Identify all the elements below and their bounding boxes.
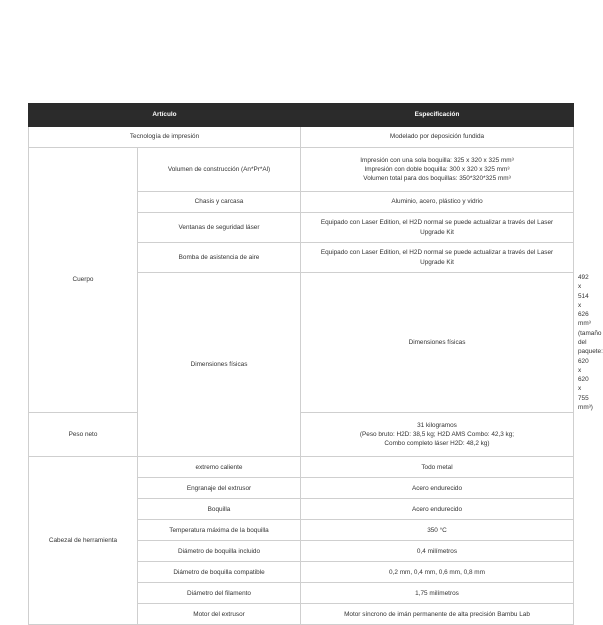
value-line: Impresión con una sola boquilla: 325 x 320 x 325 mm³ (360, 156, 514, 164)
value-line: Volumen total para dos boquillas: 350*320*325 mm³ (363, 175, 511, 183)
row-label: Motor del extrusor (138, 604, 301, 625)
table-row: Dimensiones físicas Dimensiones físicas 492 x 514 x 626 mm³ (tamaño del paquete: 620 x 620 x 755 mm³) (29, 273, 574, 413)
row-label: Boquilla (138, 499, 301, 520)
row-value: Modelado por deposición fundida (301, 127, 574, 148)
row-label: extremo caliente (138, 457, 301, 478)
row-value: 0,2 mm, 0,4 mm, 0,6 mm, 0,8 mm (301, 562, 574, 583)
group-label-cuerpo: Cuerpo (29, 148, 138, 413)
value-line: Upgrade Kit (420, 228, 454, 236)
spec-table (28, 103, 603, 625)
group-label-cabezal: Cabezal de herramienta (29, 457, 138, 625)
row-value (301, 148, 574, 192)
row-value: Motor síncrono de imán permanente de alta precisión Bambu Lab (301, 604, 574, 625)
row-value: 350 °C (301, 520, 574, 541)
row-label: Volumen de construcción (An*Pr*Al) (138, 148, 301, 192)
row-value (301, 243, 574, 273)
row-label: Diámetro del filamento (138, 583, 301, 604)
row-label: Ventanas de seguridad láser (138, 213, 301, 243)
value-line: Combo completo láser H2D: 48,2 kg) (384, 440, 490, 448)
row-label: Peso neto (29, 413, 138, 457)
group-label-dimensiones: Dimensiones físicas (138, 273, 301, 457)
row-label: Diámetro de boquilla incluido (138, 541, 301, 562)
row-value: Acero endurecido (301, 478, 574, 499)
header-articulo: Artículo (29, 104, 301, 127)
row-value (301, 413, 574, 457)
table-row (29, 457, 574, 478)
row-label: Dimensiones físicas (301, 273, 574, 413)
row-value: Acero endurecido (301, 499, 574, 520)
row-label: Diámetro de boquilla compatible (138, 562, 301, 583)
row-label: Tecnología de impresión (29, 127, 301, 148)
row-value: 1,75 milímetros (301, 583, 574, 604)
value-line: (Peso bruto: H2D: 38,5 kg; H2D AMS Combo: 42,3 kg; (359, 431, 515, 439)
header-row (29, 104, 574, 127)
row-value (301, 213, 574, 243)
row-label: Chasis y carcasa (138, 192, 301, 213)
row-label: Temperatura máxima de la boquilla (138, 520, 301, 541)
row-value: Todo metal (301, 457, 574, 478)
table-row (29, 148, 574, 192)
row-label: Engranaje del extrusor (138, 478, 301, 499)
value-line: Equipado con Laser Edition, el H2D normal se puede actualizar a través del Laser (320, 249, 554, 257)
header-especificacion: Especificación (301, 104, 574, 127)
row-label: Bomba de asistencia de aire (138, 243, 301, 273)
value-line: Impresión con doble boquilla: 300 x 320 x 325 mm³ (364, 165, 510, 173)
value-line: Equipado con Laser Edition, el H2D normal se puede actualizar a través del Laser (320, 219, 554, 227)
value-line: Upgrade Kit (420, 258, 454, 266)
value-line: 31 kilogramos (417, 421, 457, 429)
row-value: 0,4 milímetros (301, 541, 574, 562)
table-row (29, 127, 574, 148)
table-row (29, 413, 574, 457)
row-value: Aluminio, acero, plástico y vidrio (301, 192, 574, 213)
